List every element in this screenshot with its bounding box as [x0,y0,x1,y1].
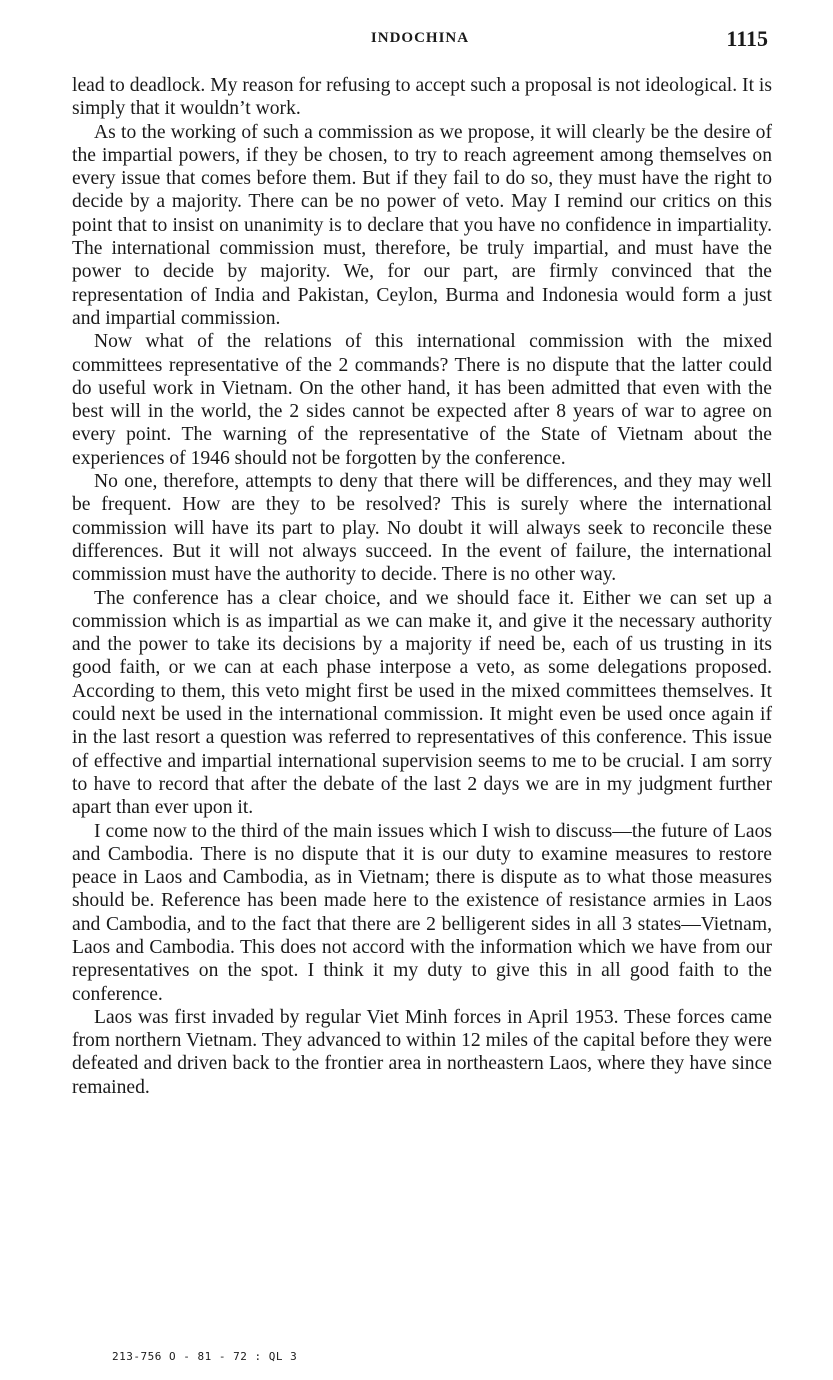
paragraph-mixed-committees: Now what of the relations of this international commission with the mixed committees representative of the 2 commands? There is no dispute that the latter could do useful work in Vietnam. On the other hand, it has been admitted that even with the best will in the world, the 2 sides cannot be expected after 8 years of war to agree on every point. The warning of the representative of the State of Vietnam about the experiences of 1946 should not be forgotten by the conference. [72,331,772,469]
paragraph-laos-cambodia: I come now to the third of the main issues which I wish to discuss—the future of Laos and Cambodia. There is no dispute that it is our duty to examine measures to restore peace in Laos and Cambodia, as in Vietnam; there is dispute as to what those measures should be. Reference has been made here to the existence of resistance armies in Laos and Cambodia, and to the fact that there are 2 belligerent sides in all 3 states—Vietnam, Laos and Cambodia. This does not accord with the information which we have from our representatives on the spot. I think it my duty to give this in all good faith to the conference. [72,820,772,1005]
paragraph-continuation: lead to deadlock. My reason for refusing to accept such a proposal is not ideological. It is simply that it wouldn’t work. [72,75,772,120]
page-number: 1115 [726,26,768,51]
running-title: INDOCHINA [370,30,470,46]
running-head [70,26,770,56]
paragraph-differences: No one, therefore, attempts to deny that there will be differences, and they may well be frequent. How are they to be resolved? This is surely where the international commission will have its part to play. No doubt it will always seek to reconcile these differences. But it will not always succeed. In the event of failure, the international commission must have the authority to decide. There is no other way. [72,471,772,586]
paragraph-commission-majority: As to the working of such a commission as we propose, it will clearly be the desire of the impartial powers, if they be chosen, to try to reach agreement among themselves on every issue that comes before them. But if they fail to do so, they must have the right to decide by a majority. There can be no power of veto. May I remind our critics on this point that to insist on unanimity is to declare that you have no confidence in impartiality. The international commission must, therefore, be truly impartial, and must have the power to decide by majority. We, for our part, are firmly convinced that the representation of India and Pakistan, Ceylon, Burma and Indonesia would form a just and impartial commission. [72,121,772,329]
footer-print-code: 213-756 O - 81 - 72 : QL 3 [112,1350,298,1363]
paragraph-laos-invasion: Laos was first invaded by regular Viet Minh forces in April 1953. These forces came from northern Vietnam. They advanced to within 12 miles of the capital before they were defeated and driven back to the frontier area in northeastern Laos, where they have since remained. [72,1006,772,1098]
paragraph-clear-choice: The conference has a clear choice, and we should face it. Either we can set up a commission which is as impartial as we can make it, and give it the necessary authority and the power to take its decisions by a majority if need be, each of us trusting in its good faith, or we can at each phase interpose a veto, as some delegations proposed. According to them, this veto might first be used in the mixed committees themselves. It could next be used in the international commission. It might even be used once again if in the last resort a question was referred to representatives of this conference. This issue of effective and impartial international supervision seems to me to be crucial. I am sorry to have to record that after the debate of the last 2 days we are in my judgment further apart than ever upon it. [72,587,772,819]
body-text [72,74,772,1099]
